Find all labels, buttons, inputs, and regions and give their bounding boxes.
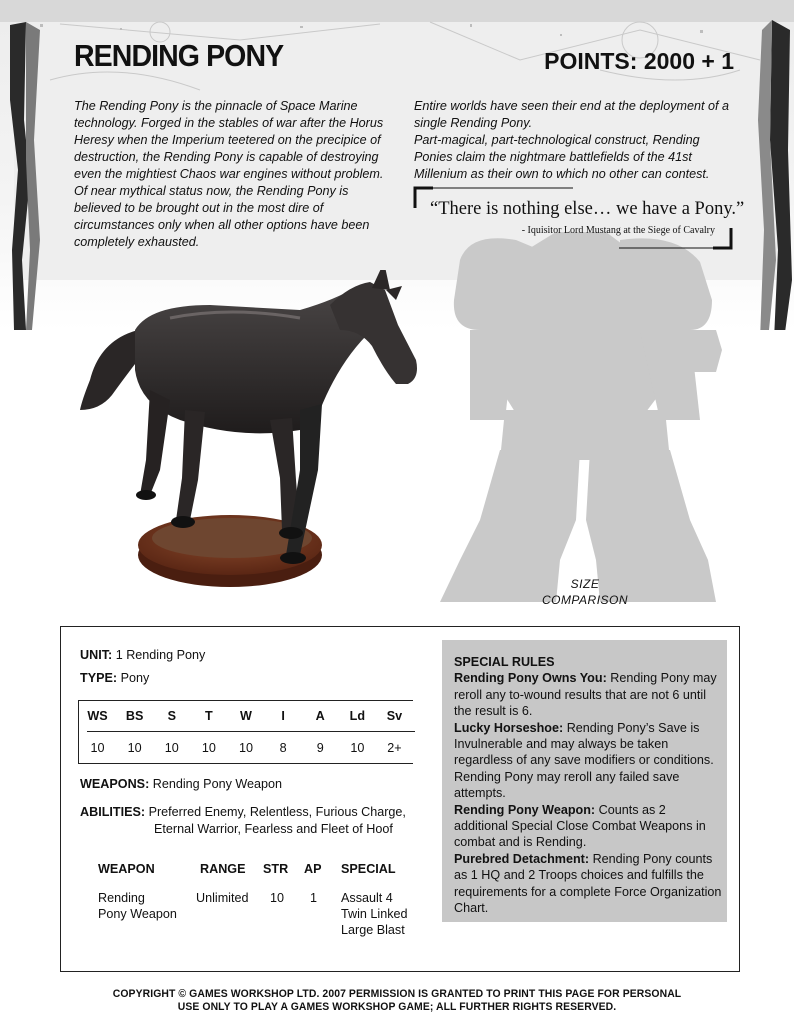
special-rule — [454, 720, 722, 802]
range-col-header: RANGE — [200, 862, 246, 876]
special-rule-name: Rending Pony Owns You: — [454, 671, 607, 686]
weapons-field — [80, 777, 282, 791]
weapons-label: WEAPONS: — [80, 777, 150, 791]
special-rule — [454, 670, 722, 719]
special-rule-name: Purebred Detachment: — [454, 851, 590, 866]
copyright-notice — [84, 988, 711, 1014]
special-rule-text: Rending Pony’s Save is Invulnerable and may always be taken regardless of any save modifiers or conditions. Rending Pony may reroll any failed save attempts. — [454, 720, 714, 801]
intro-left-paragraph-2: Of near mythical status now, the Rending Pony is believed to be brought out in the most dire of circumstances only when all other options have been completely exhausted. — [74, 184, 370, 249]
special-rule — [454, 851, 722, 917]
stat-header: A — [315, 709, 325, 723]
weapon-col-header: WEAPON — [98, 862, 155, 876]
weapon-name-cell — [98, 890, 177, 922]
stat-value-row — [79, 741, 413, 755]
weapon-special-line: Large Blast — [341, 923, 405, 937]
quote-attribution: - Iquisitor Lord Mustang at the Siege of Cavalry — [521, 225, 715, 236]
special-rule-text: Counts as 2 additional Special Close Combat Weapons in combat and is Rending. — [454, 802, 706, 850]
stat-value: 10 — [164, 741, 179, 755]
points-cost: POINTS: 2000 + 1 — [544, 48, 734, 74]
stat-value: 9 — [316, 741, 324, 755]
weapon-ap-cell: 1 — [310, 891, 318, 905]
weapon-name-line: Rending — [98, 891, 145, 905]
stat-header: WS — [87, 709, 108, 723]
size-label-line-2: COMPARISON — [541, 593, 629, 607]
stat-header-row — [79, 709, 413, 723]
pony-miniature-image — [70, 270, 440, 600]
special-rule-name: Lucky Horseshoe: — [454, 720, 564, 735]
stat-value: 10 — [127, 741, 142, 755]
quote-text: “There is nothing else… we have a Pony.” — [430, 199, 745, 219]
abilities-label: ABILITIES: — [80, 805, 146, 819]
special-rule-text: Rending Pony may reroll any to-wound results that are not 6 until the result is 6. — [454, 671, 717, 719]
intro-right-paragraph-1: Entire worlds have seen their end at the deployment of a single Rending Pony. — [414, 99, 730, 130]
stat-header: T — [205, 709, 213, 723]
stat-value: 10 — [350, 741, 365, 755]
stat-value: 8 — [279, 741, 287, 755]
special-rules-panel — [442, 640, 727, 922]
weapon-range-cell: Unlimited — [196, 891, 249, 905]
special-rule-text: Rending Pony counts as 1 HQ and 2 Troops choices and fulfills the requirements for a complete Force Organization Chart. — [454, 851, 722, 916]
stat-header: BS — [125, 709, 144, 723]
page-title: RENDING PONY — [74, 38, 284, 73]
space-marine-silhouette — [430, 200, 730, 610]
abilities-line-1: Preferred Enemy, Relentless, Furious Charge, — [148, 805, 406, 819]
unit-value: 1 Rending Pony — [115, 648, 206, 662]
intro-right-paragraph-2: Part-magical, part-technological construct, Rending Ponies claim the nightmare battlefields of the 41st Millenium as their own to which no other can contest. — [414, 133, 710, 181]
stat-header: I — [281, 709, 285, 723]
copyright-line-1: COPYRIGHT © GAMES WORKSHOP LTD. 2007 PERMISSION IS GRANTED TO PRINT THIS PAGE FOR PERSONAL — [112, 988, 682, 1000]
type-label: TYPE: — [80, 671, 118, 685]
stat-header: S — [167, 709, 176, 723]
special-rules-title: SPECIAL RULES — [454, 655, 555, 669]
type-value: Pony — [120, 671, 150, 685]
stat-value: 10 — [90, 741, 105, 755]
intro-left-paragraph-1: The Rending Pony is the pinnacle of Space Marine technology. Forged in the stables of war after the Horus Heresy when the Imperium teetered on the precipice of destruction, the Rending Pony is capable of destroying even the mightiest Chaos war engines without problem. — [74, 99, 384, 181]
stat-value: 2+ — [387, 741, 402, 755]
weapons-value: Rending Pony Weapon — [152, 777, 283, 791]
weapon-special-line: Twin Linked — [341, 907, 408, 921]
abilities-field — [80, 805, 406, 819]
special-rule-name: Rending Pony Weapon: — [454, 802, 596, 817]
stat-header: Ld — [349, 709, 366, 723]
weapon-special-cell — [341, 890, 408, 938]
size-comparison-label — [520, 576, 650, 608]
weapon-special-line: Assault 4 — [341, 891, 393, 905]
stat-value: 10 — [201, 741, 216, 755]
stat-line-table — [78, 700, 413, 764]
weapon-name-line: Pony Weapon — [98, 907, 177, 921]
stat-value: 10 — [238, 741, 253, 755]
unit-label: UNIT: — [80, 648, 113, 662]
size-label-line-1: SIZE — [570, 577, 600, 591]
intro-left-text — [74, 98, 394, 251]
intro-right-text — [414, 98, 732, 183]
type-field — [80, 671, 149, 685]
special-col-header: SPECIAL — [341, 862, 396, 876]
str-col-header: STR — [263, 862, 289, 876]
copyright-line-2: USE ONLY TO PLAY A GAMES WORKSHOP GAME; ALL FURTHER RIGHTS RESERVED. — [177, 1001, 617, 1013]
ap-col-header: AP — [304, 862, 322, 876]
stat-header: Sv — [386, 709, 403, 723]
abilities-line-2: Eternal Warrior, Fearless and Fleet of Hoof — [154, 822, 393, 836]
stat-divider — [87, 731, 415, 732]
weapon-str-cell: 10 — [270, 891, 285, 905]
unit-field — [80, 648, 205, 662]
special-rule — [454, 802, 722, 851]
stat-header: W — [240, 709, 252, 723]
